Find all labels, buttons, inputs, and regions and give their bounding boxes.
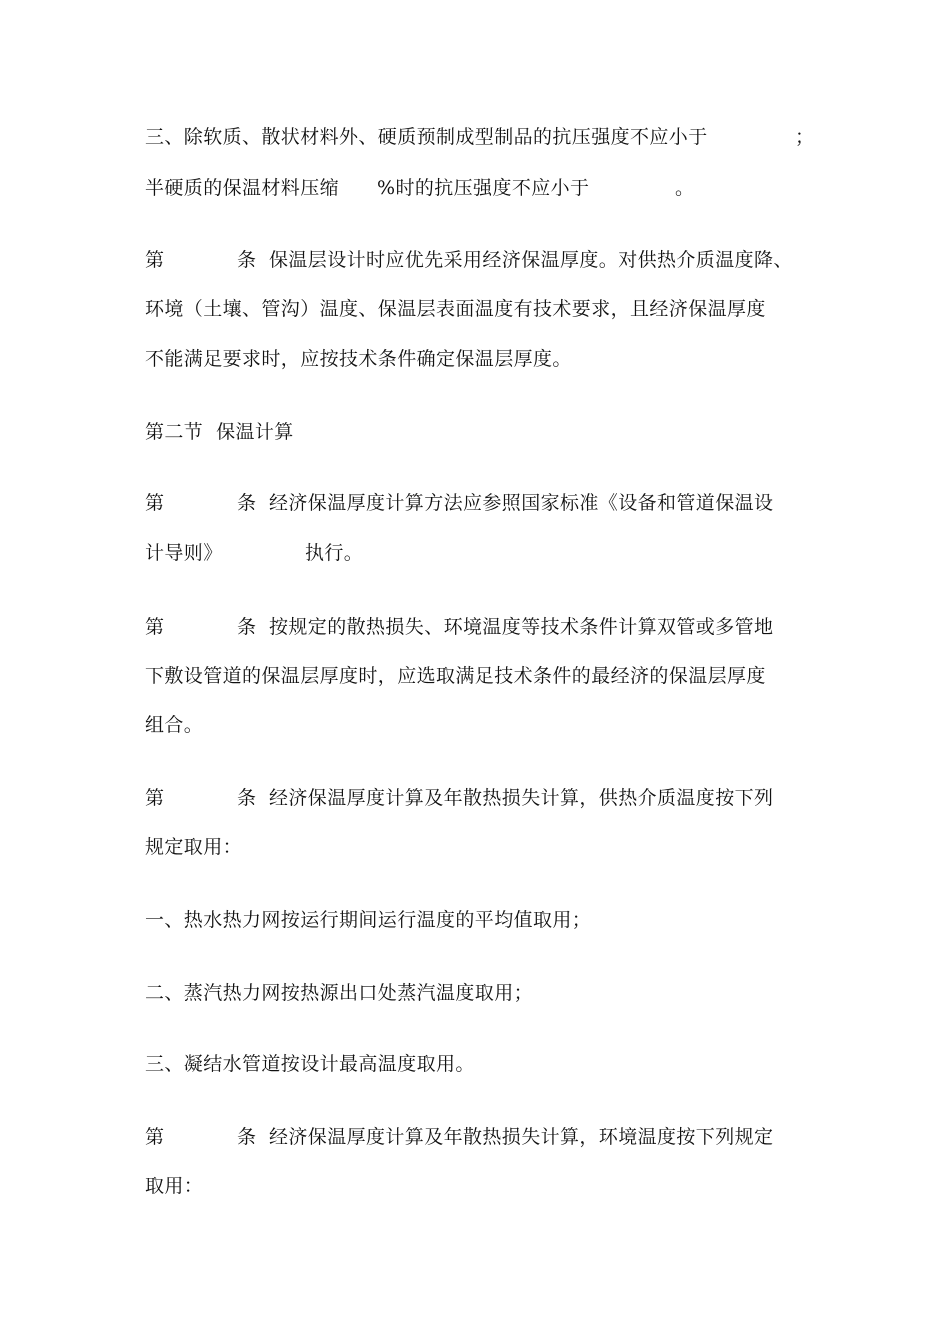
p3-line2-text-b: 执行。 xyxy=(305,542,364,564)
p1-line2-punct: 。 xyxy=(675,177,695,199)
p5-article-prefix: 第 xyxy=(145,787,165,809)
p5-article-suffix: 条 xyxy=(237,787,257,809)
p6-line1-text: 经济保温厚度计算及年散热损失计算，环境温度按下列规定 xyxy=(269,1126,774,1148)
list-item: 二、蒸汽热力网按热源出口处蒸汽温度取用； xyxy=(145,982,534,1004)
p5-line2: 规定取用： xyxy=(145,836,243,858)
p2-line1-text: 保温层设计时应优先采用经济保温厚度。对供热介质温度降、 xyxy=(269,249,793,271)
p3-article-prefix: 第 xyxy=(145,492,165,514)
p4-article-suffix: 条 xyxy=(237,616,257,638)
p1-line1-text: 三、除软质、散状材料外、硬质预制成型制品的抗压强度不应小于 xyxy=(145,126,708,148)
p2-article-suffix: 条 xyxy=(237,249,257,271)
p5-line1-text: 经济保温厚度计算及年散热损失计算，供热介质温度按下列 xyxy=(269,787,774,809)
list-item: 一、热水热力网按运行期间运行温度的平均值取用； xyxy=(145,909,592,931)
p4-article-prefix: 第 xyxy=(145,616,165,638)
p4-line3: 组合。 xyxy=(145,714,204,736)
p2-line2: 环境（土壤、管沟）温度、保温层表面温度有技术要求，且经济保温厚度 xyxy=(145,298,766,320)
p3-line1-text: 经济保温厚度计算方法应参照国家标准《设备和管道保温设 xyxy=(269,492,774,514)
p4-line1-text: 按规定的散热损失、环境温度等技术条件计算双管或多管地 xyxy=(269,616,774,638)
p6-article-prefix: 第 xyxy=(145,1126,165,1148)
p1-line2-text-b: %时的抗压强度不应小于 xyxy=(377,177,590,199)
p1-line2-text-a: 半硬质的保温材料压缩 xyxy=(145,177,340,199)
p6-line2: 取用： xyxy=(145,1175,204,1197)
list-item: 三、凝结水管道按设计最高温度取用。 xyxy=(145,1053,475,1075)
p6-article-suffix: 条 xyxy=(237,1126,257,1148)
p2-article-prefix: 第 xyxy=(145,249,165,271)
p3-article-suffix: 条 xyxy=(237,492,257,514)
section-heading: 第二节 保温计算 xyxy=(145,421,294,443)
p1-line1-punct: ； xyxy=(795,126,815,148)
p2-line3: 不能满足要求时，应按技术条件确定保温层厚度。 xyxy=(145,348,572,370)
p4-line2: 下敷设管道的保温层厚度时，应选取满足技术条件的最经济的保温层厚度 xyxy=(145,665,766,687)
p3-line2-text-a: 计导则》 xyxy=(145,542,223,564)
